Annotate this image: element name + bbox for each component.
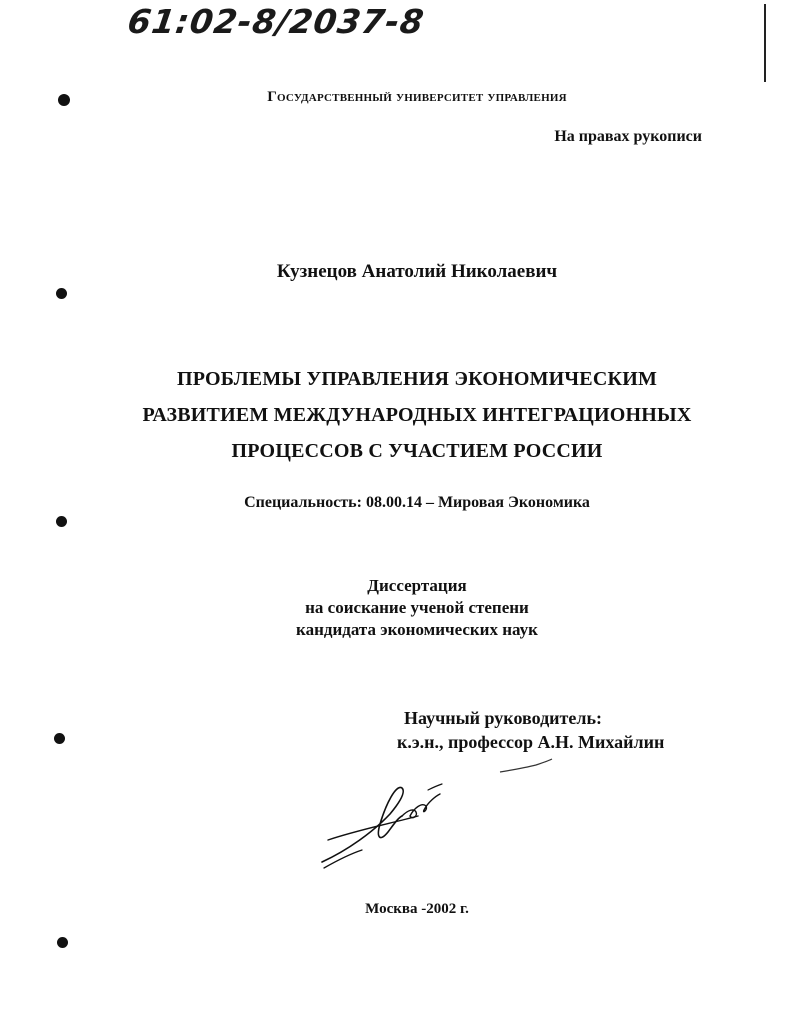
- title-line: РАЗВИТИЕМ МЕЖДУНАРОДНЫХ ИНТЕГРАЦИОННЫХ: [142, 404, 692, 426]
- degree-line: Диссертация: [367, 576, 467, 595]
- handwritten-catalog-number: 61:02-8/2037-8: [125, 2, 428, 41]
- title-line: ПРОБЛЕМЫ УПРАВЛЕНИЯ ЭКОНОМИЧЕСКИМ: [176, 368, 658, 390]
- pen-stroke-mark: [498, 758, 554, 776]
- university-name: Государственный университет управления: [267, 89, 567, 105]
- punch-hole-icon: [56, 516, 67, 527]
- punch-hole-icon: [57, 937, 68, 948]
- dissertation-title: [0, 361, 798, 469]
- scan-edge-line: [764, 4, 766, 82]
- punch-hole-icon: [54, 733, 65, 744]
- title-line: ПРОЦЕССОВ С УЧАСТИЕМ РОССИИ: [231, 440, 603, 462]
- degree-statement: [0, 575, 798, 641]
- author-name: Кузнецов Анатолий Николаевич: [276, 261, 558, 282]
- punch-hole-icon: [56, 288, 67, 299]
- degree-line: кандидата экономических наук: [296, 620, 538, 639]
- degree-line: на соискание ученой степени: [305, 598, 529, 617]
- specialty: Специальность: 08.00.14 – Мировая Экономика: [244, 494, 590, 511]
- city-year: Москва -2002 г.: [365, 901, 469, 917]
- supervisor-name: к.э.н., профессор А.Н. Михайлин: [397, 732, 665, 752]
- manuscript-note: На правах рукописи: [554, 128, 702, 145]
- signature-icon: [318, 780, 448, 870]
- supervisor-label: Научный руководитель:: [404, 708, 602, 728]
